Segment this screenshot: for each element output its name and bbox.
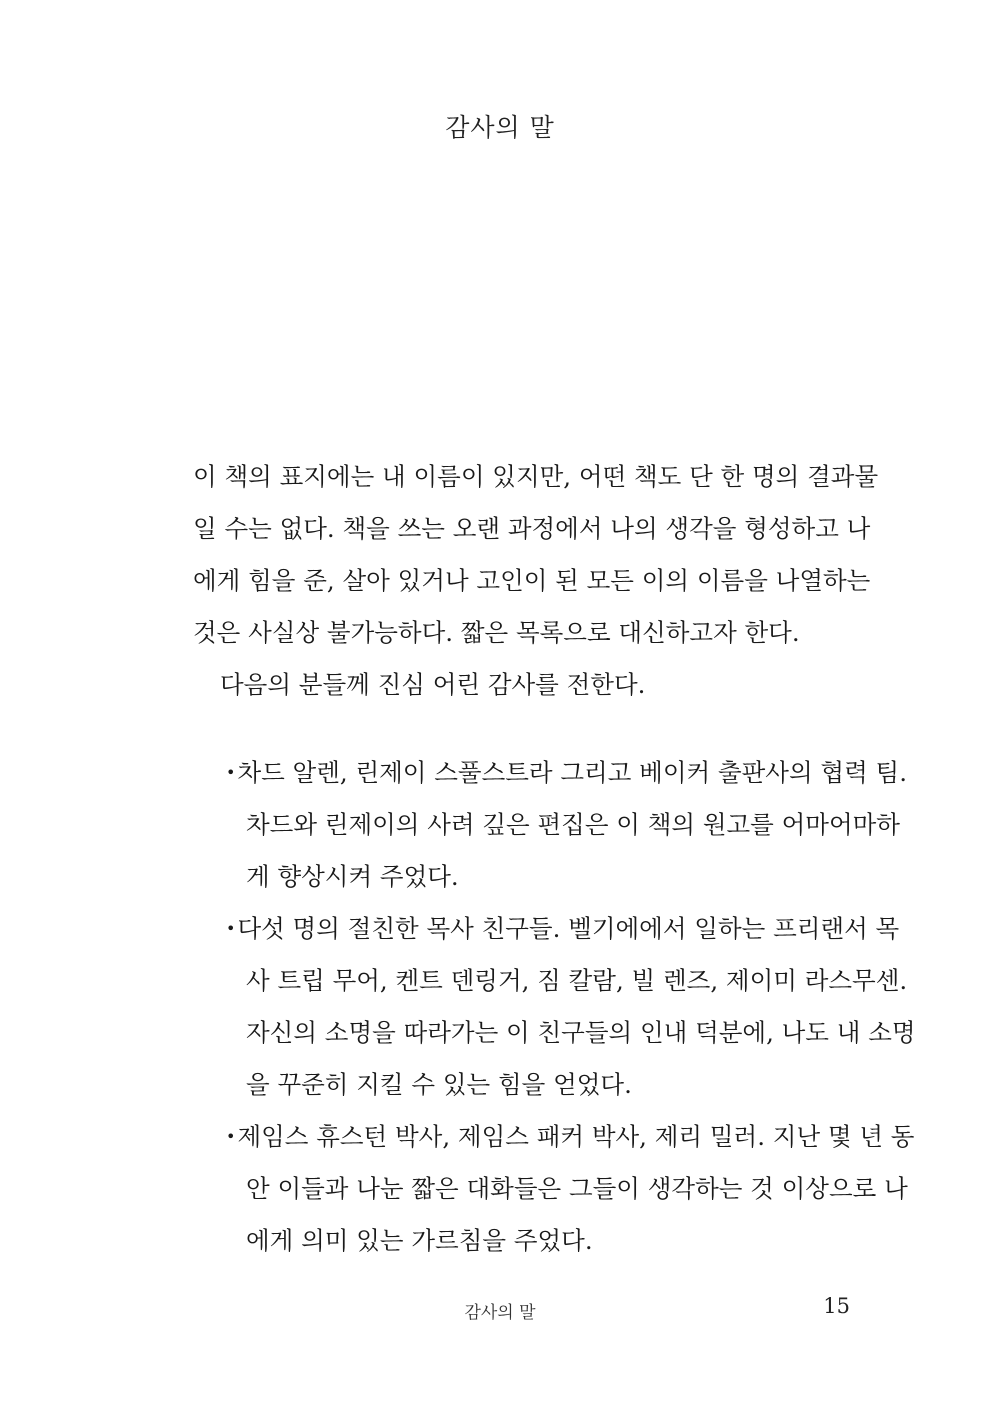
intro-line: 것은 사실상 불가능하다. 짧은 목록으로 대신하고자 한다. [193, 618, 800, 647]
intro-paragraph [193, 456, 879, 716]
list-item-line: 자신의 소명을 따라가는 이 친구들의 인내 덕분에, 나도 내 소명 [246, 1018, 916, 1047]
list-item [226, 1116, 915, 1272]
list-item-line: 사 트립 무어, 켄트 덴링거, 짐 칼람, 빌 렌즈, 제이미 라스무센. [246, 966, 908, 995]
intro-line: 일 수는 없다. 책을 쓰는 오랜 과정에서 나의 생각을 형성하고 나 [193, 514, 871, 543]
intro-line: 에게 힘을 준, 살아 있거나 고인이 된 모든 이의 이름을 나열하는 [193, 566, 871, 595]
bullet-icon: • [226, 763, 236, 782]
list-item-line [226, 908, 900, 960]
list-item-text: 제임스 휴스턴 박사, 제임스 패커 박사, 제리 밀러. 지난 몇 년 동 [237, 1122, 915, 1151]
running-footer-title: 감사의 말 [464, 1303, 536, 1323]
list-item-line [226, 1116, 915, 1168]
list-item-line: 을 꾸준히 지킬 수 있는 힘을 얻었다. [246, 1070, 632, 1099]
list-item-line: 안 이들과 나눈 짧은 대화들은 그들이 생각하는 것 이상으로 나 [246, 1174, 908, 1203]
acknowledgement-list [226, 752, 916, 1272]
page-title: 감사의 말 [445, 113, 555, 142]
list-item [226, 752, 907, 908]
list-item-text: 차드 알렌, 린제이 스풀스트라 그리고 베이커 출판사의 협력 팀. [237, 758, 907, 787]
list-item-text: 다섯 명의 절친한 목사 친구들. 벨기에에서 일하는 프리랜서 목 [237, 914, 900, 943]
intro-line: 다음의 분들께 진심 어린 감사를 전한다. [220, 670, 646, 699]
list-item-line: 게 향상시켜 주었다. [246, 862, 459, 891]
list-item-line [226, 752, 907, 804]
bullet-icon: • [226, 1127, 236, 1146]
bullet-icon: • [226, 919, 236, 938]
list-item-line: 에게 의미 있는 가르침을 주었다. [246, 1226, 593, 1255]
page-number: 15 [823, 1294, 850, 1318]
list-item-line: 차드와 린제이의 사려 깊은 편집은 이 책의 원고를 어마어마하 [246, 810, 900, 839]
list-item [226, 908, 916, 1116]
intro-line: 이 책의 표지에는 내 이름이 있지만, 어떤 책도 단 한 명의 결과물 [193, 462, 879, 491]
